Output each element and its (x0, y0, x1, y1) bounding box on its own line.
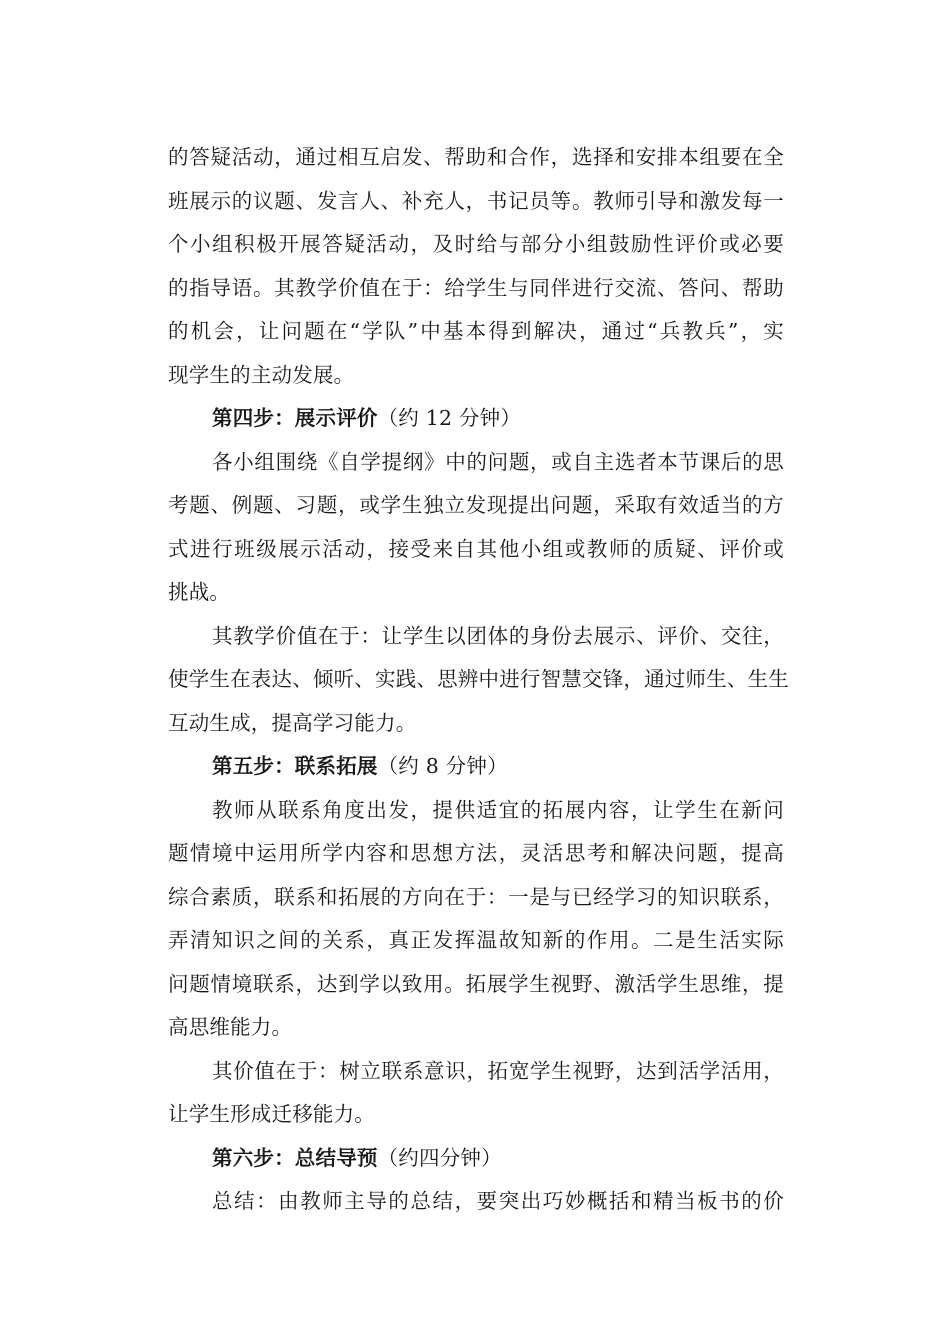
body-line: 现学生的主动发展。 (168, 362, 355, 387)
step6-heading-label: 第六步：总结导预 (212, 1145, 378, 1170)
step4-heading-time: （约 12 分钟） (377, 406, 522, 430)
step5-para1-line: 问题情境联系，达到学以致用。拓展学生视野、激活学生思维，提 (168, 971, 784, 996)
step6-heading (168, 1137, 784, 1181)
step4-para2-line: 其教学价值在于：让学生以团体的身份去展示、评价、交往， (212, 623, 784, 648)
body-line: 的机会，让问题在“学队”中基本得到解决，通过“兵教兵”，实 (168, 319, 784, 343)
document-page (168, 136, 789, 1224)
body-line: 班展示的议题、发言人、补充人，书记员等。教师引导和激发每一 (168, 188, 784, 213)
step4-para2-line: 使学生在表达、倾听、实践、思辨中进行智慧交锋，通过师生、生生 (168, 667, 789, 691)
body-line: 个小组积极开展答疑活动，及时给与部分小组鼓励性评价或必要 (168, 232, 784, 256)
step5-para2-line: 让学生形成迁移能力。 (168, 1102, 375, 1126)
step4-heading (168, 397, 784, 441)
step5-para1-line: 弄清知识之间的关系，真正发挥温故知新的作用。二是生活实际 (168, 928, 784, 952)
step5-para1-line: 题情境中运用所学内容和思想方法，灵活思考和解决问题，提高 (168, 841, 784, 865)
step5-para1-line: 教师从联系角度出发，提供适宜的拓展内容，让学生在新问 (212, 797, 784, 822)
step5-para1-line: 综合素质，联系和拓展的方向在于：一是与已经学习的知识联系， (168, 884, 784, 909)
step5-heading-time: （约 8 分钟） (377, 754, 508, 778)
step4-para2-line: 互动生成，提高学习能力。 (168, 710, 417, 735)
step4-para1-line: 考题、例题、习题，或学生独立发现提出问题，采取有效适当的方 (168, 493, 784, 517)
step5-para1-line: 高思维能力。 (168, 1015, 293, 1039)
step5-heading-label: 第五步：联系拓展 (212, 754, 378, 778)
step4-para1-line: 式进行班级展示活动，接受来自其他小组或教师的质疑、评价或 (168, 536, 784, 561)
step5-para2-line: 其价值在于：树立联系意识，拓宽学生视野，达到活学活用， (212, 1058, 784, 1083)
body-line: 的指导语。其教学价值在于：给学生与同伴进行交流、答问、帮助 (168, 275, 784, 300)
step4-heading-label: 第四步：展示评价 (212, 406, 378, 430)
step6-para1-line: 总结：由教师主导的总结，要突出巧妙概括和精当板书的价 (212, 1189, 784, 1213)
step4-para1-line: 各小组围绕《自学提纲》中的问题，或自主选者本节课后的思 (212, 449, 784, 474)
body-line: 的答疑活动，通过相互启发、帮助和合作，选择和安排本组要在全 (168, 145, 784, 169)
step5-heading (168, 745, 784, 789)
step6-heading-time: （约四分钟） (377, 1145, 502, 1170)
step4-para1-line: 挑战。 (168, 580, 231, 604)
